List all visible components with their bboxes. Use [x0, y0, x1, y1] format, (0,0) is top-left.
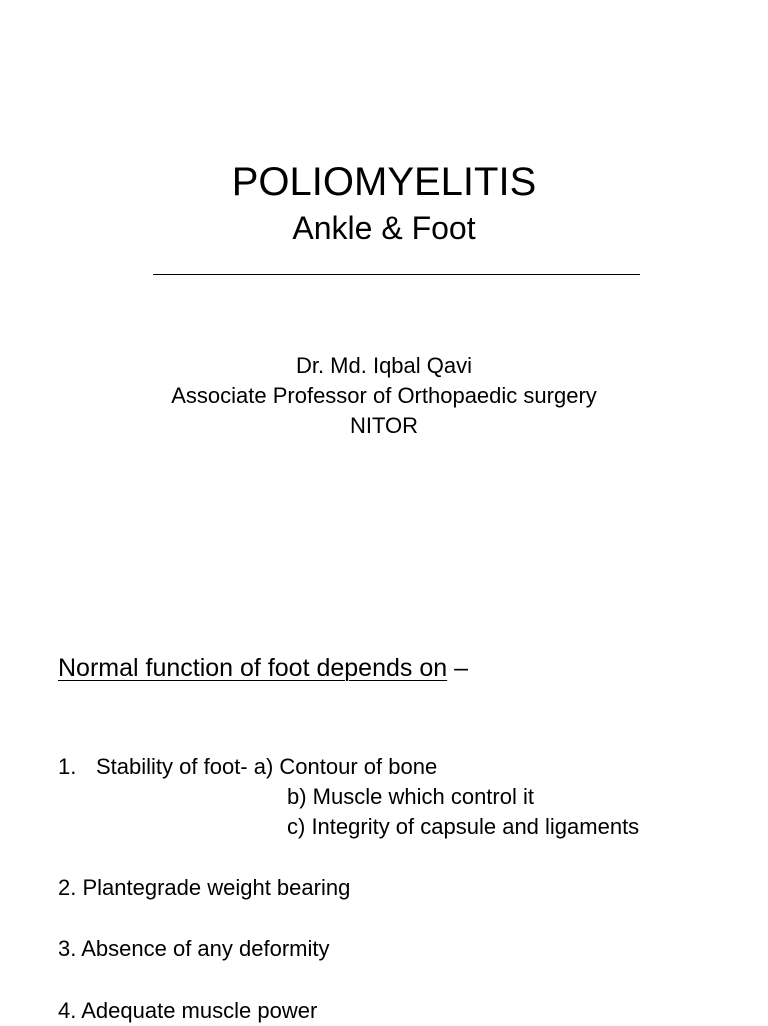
section-heading — [58, 651, 468, 685]
author-institution: NITOR — [349, 413, 419, 438]
author-name: Dr. Md. Iqbal Qavi — [295, 353, 473, 378]
list-subitem: c) Integrity of capsule and ligaments — [287, 814, 640, 839]
slide-subtitle: Ankle & Foot — [292, 210, 476, 246]
list-subitem: b) Muscle which control it — [287, 784, 534, 809]
title-divider — [153, 274, 640, 275]
list-item: 2. Plantegrade weight bearing — [58, 875, 351, 900]
slide-title: POLIOMYELITIS — [231, 160, 537, 204]
section-heading-text: Normal function of foot depends on — [58, 654, 448, 682]
section-heading-dash: – — [447, 654, 468, 682]
list-item: 3. Absence of any deformity — [58, 936, 330, 961]
list-item: Stability of foot- a) Contour of bone — [96, 754, 438, 779]
author-position: Associate Professor of Orthopaedic surgery — [171, 383, 597, 408]
list-item: 4. Adequate muscle power — [58, 998, 318, 1023]
list-item-number: 1. — [58, 754, 77, 779]
